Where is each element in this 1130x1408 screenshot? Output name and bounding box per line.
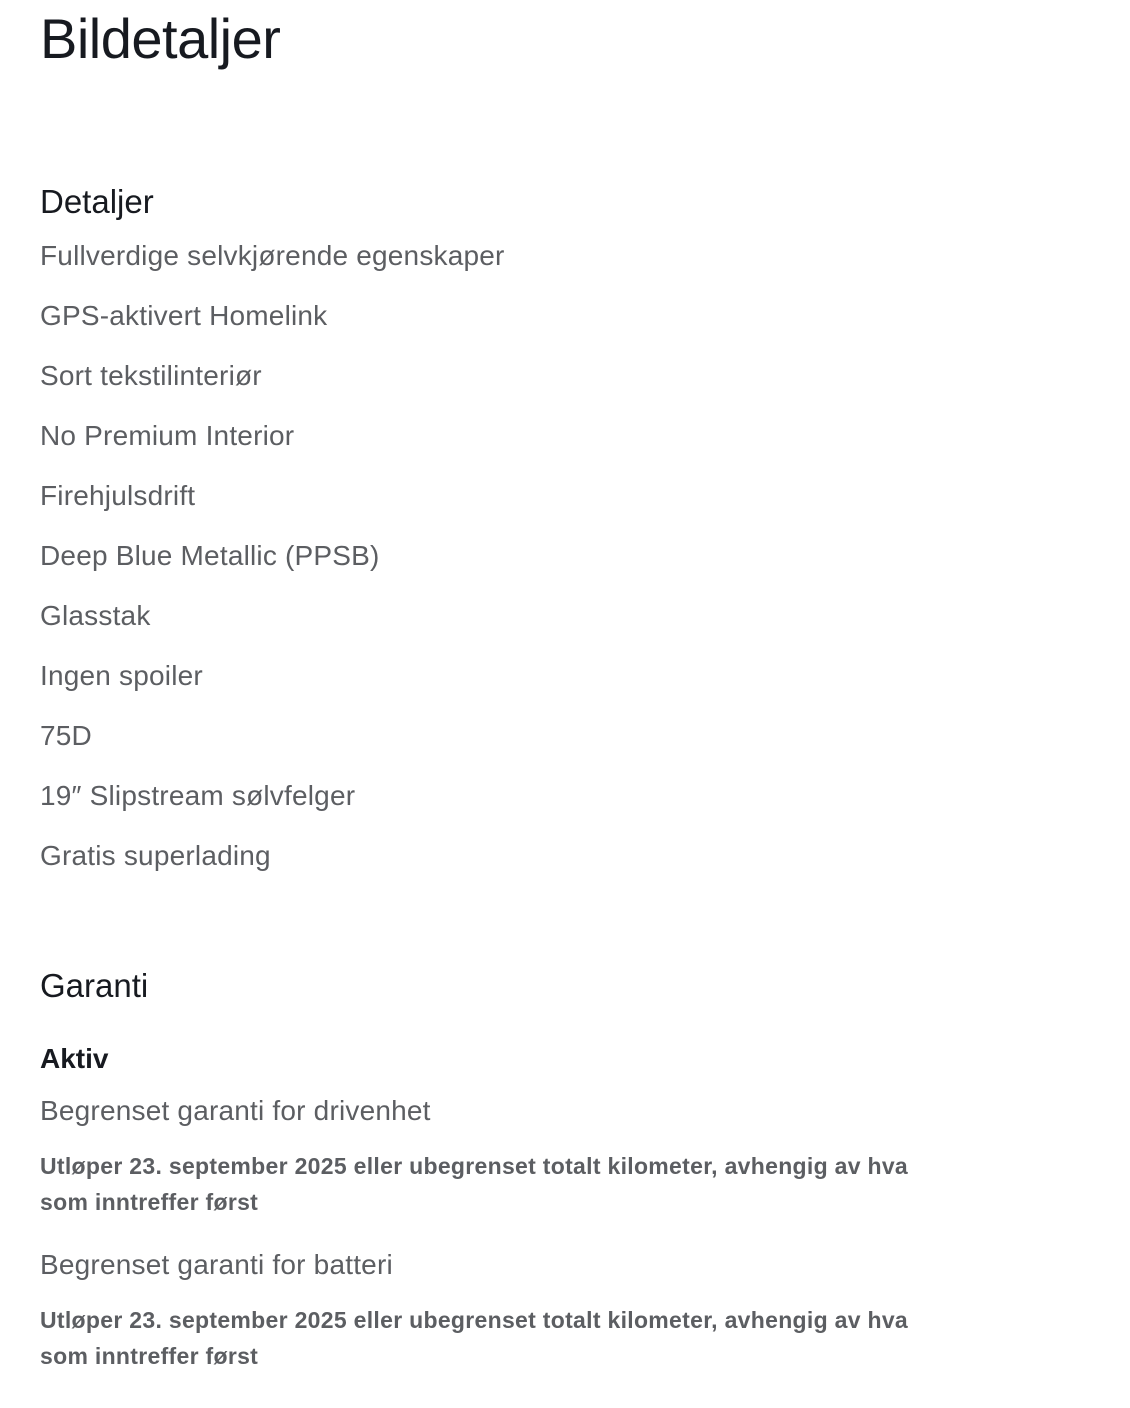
warranty-section bbox=[40, 966, 1090, 1374]
details-section bbox=[40, 182, 1090, 886]
vehicle-details-page bbox=[40, 0, 1090, 1374]
warranty-heading: Garanti bbox=[40, 967, 149, 1004]
warranty-title: Begrenset garanti for drivenhet bbox=[40, 1095, 431, 1126]
details-list bbox=[40, 226, 1090, 886]
detail-item-paint: Deep Blue Metallic (PPSB) bbox=[40, 540, 380, 571]
detail-item-roof: Glasstak bbox=[40, 600, 151, 631]
detail-item-premium-interior: No Premium Interior bbox=[40, 420, 295, 451]
warranty-status-label: Aktiv bbox=[40, 1043, 109, 1074]
detail-item-interior: Sort tekstilinteriør bbox=[40, 360, 262, 391]
page-title: Bildetaljer bbox=[40, 7, 281, 70]
details-heading: Detaljer bbox=[40, 183, 154, 220]
warranty-title: Begrenset garanti for batteri bbox=[40, 1249, 393, 1280]
warranty-description: Utløper 23. september 2025 eller ubegrenset totalt kilometer, avhengig av hva som inntreffer først bbox=[40, 1153, 909, 1215]
warranty-item-drive-unit bbox=[40, 1092, 1090, 1220]
warranty-description: Utløper 23. september 2025 eller ubegrenset totalt kilometer, avhengig av hva som inntreffer først bbox=[40, 1307, 909, 1369]
detail-item-homelink: GPS-aktivert Homelink bbox=[40, 300, 328, 331]
detail-item-drivetrain: Firehjulsdrift bbox=[40, 480, 196, 511]
detail-item-spoiler: Ingen spoiler bbox=[40, 660, 203, 691]
warranty-item-battery bbox=[40, 1246, 1090, 1374]
detail-item-supercharging: Gratis superlading bbox=[40, 840, 271, 871]
detail-item-full-self-driving: Fullverdige selvkjørende egenskaper bbox=[40, 240, 505, 271]
detail-item-battery: 75D bbox=[40, 720, 92, 751]
detail-item-wheels: 19″ Slipstream sølvfelger bbox=[40, 780, 356, 811]
